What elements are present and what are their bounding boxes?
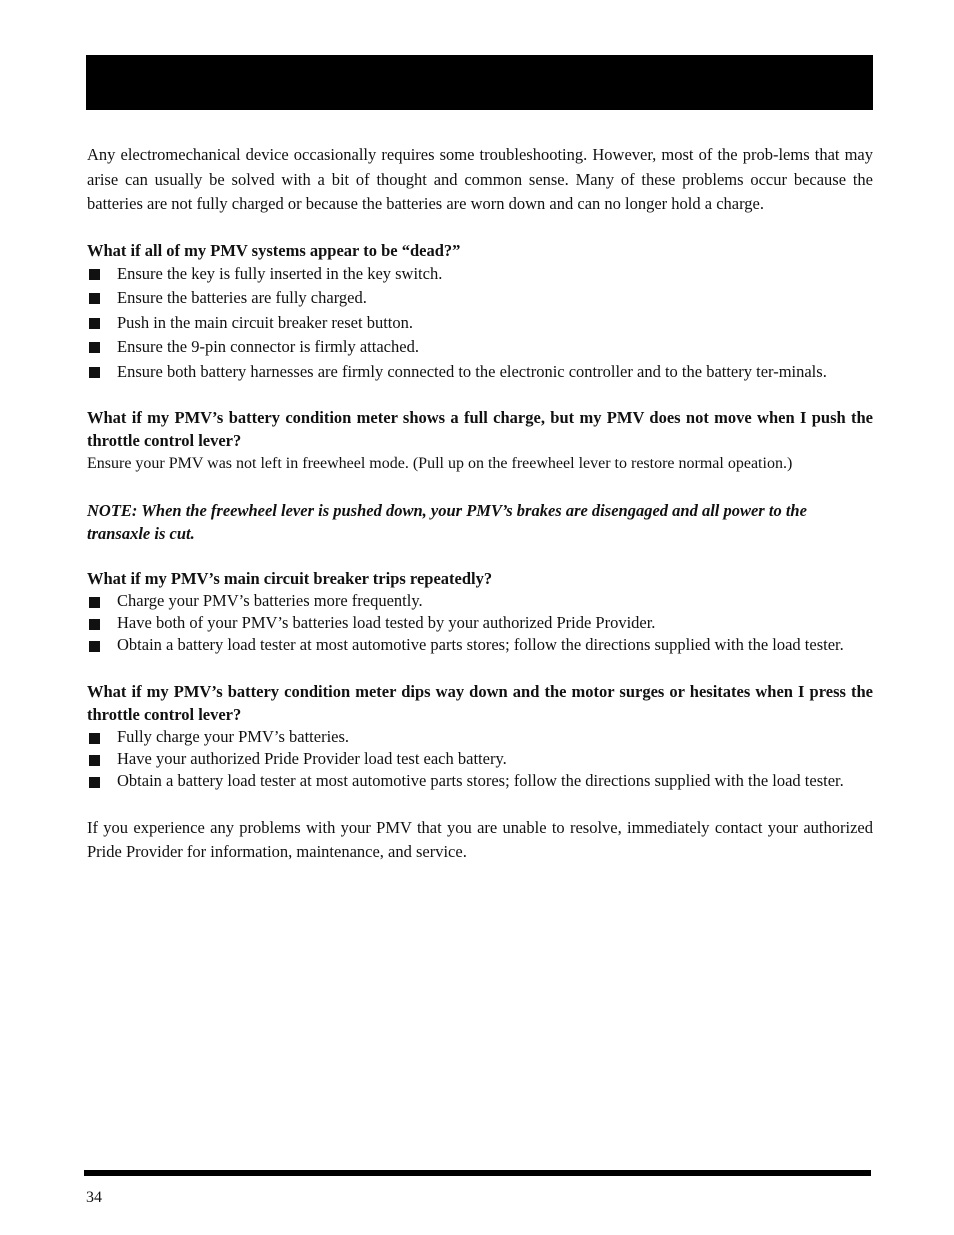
freewheel-note: NOTE: When the freewheel lever is pushed down, your PMV’s brakes are disengaged and all power to the transaxle is cut. [87, 500, 807, 543]
list-item: Obtain a battery load tester at most automotive parts stores; follow the directions supplied with the load tester. [87, 770, 873, 792]
square-bullet-icon [89, 641, 100, 652]
list-item: Have your authorized Pride Provider load test each battery. [87, 748, 873, 770]
square-bullet-icon [89, 597, 100, 608]
question-no-move: What if my PMV’s battery condition meter shows a full charge, but my PMV does not move when I push the throttle control lever? [87, 408, 873, 450]
answer-no-move: Ensure your PMV was not left in freewheel mode. (Pull up on the freewheel lever to restore normal opeation.) [87, 455, 793, 472]
square-bullet-icon [89, 755, 100, 766]
square-bullet-icon [89, 619, 100, 630]
question-breaker: What if my PMV’s main circuit breaker trips repeatedly? [87, 568, 493, 588]
question-dead: What if all of my PMV systems appear to be “dead?” [87, 240, 461, 260]
dips-checklist [87, 726, 873, 792]
list-item: Fully charge your PMV’s batteries. [87, 726, 873, 748]
square-bullet-icon [89, 342, 100, 353]
list-item: Push in the main circuit breaker reset button. [87, 311, 873, 336]
header-bar [86, 55, 873, 110]
square-bullet-icon [89, 293, 100, 304]
closing-paragraph: If you experience any problems with your PMV that you are unable to resolve, immediately contact your authorized Pride Provider for information, maintenance, and service. [87, 817, 873, 861]
dead-checklist [87, 262, 873, 385]
square-bullet-icon [89, 367, 100, 378]
square-bullet-icon [89, 733, 100, 744]
list-item: Ensure the batteries are fully charged. [87, 286, 873, 311]
page-number: 34 [86, 1189, 102, 1206]
list-item: Obtain a battery load tester at most automotive parts stores; follow the directions supplied with the load tester. [87, 634, 873, 656]
footer-rule [84, 1170, 871, 1176]
list-item: Charge your PMV’s batteries more frequently. [87, 590, 873, 612]
square-bullet-icon [89, 777, 100, 788]
breaker-checklist [87, 590, 873, 656]
square-bullet-icon [89, 318, 100, 329]
list-item: Ensure both battery harnesses are firmly connected to the electronic controller and to the battery ter-minals. [87, 360, 873, 385]
question-dips: What if my PMV’s battery condition meter dips way down and the motor surges or hesitates when I press the throttle control lever? [87, 681, 873, 724]
square-bullet-icon [89, 269, 100, 280]
list-item: Ensure the 9-pin connector is firmly attached. [87, 335, 873, 360]
page-content [87, 143, 873, 865]
list-item: Ensure the key is fully inserted in the key switch. [87, 262, 873, 287]
intro-paragraph: Any electromechanical device occasionally requires some troubleshooting. However, most of the prob-lems that may arise can usually be solved with a bit of thought and common sense. Many of these problems occur because the batteries are not fully charged or because the batteries are worn down and can no longer hold a charge. [87, 145, 873, 213]
list-item: Have both of your PMV’s batteries load tested by your authorized Pride Provider. [87, 612, 873, 634]
